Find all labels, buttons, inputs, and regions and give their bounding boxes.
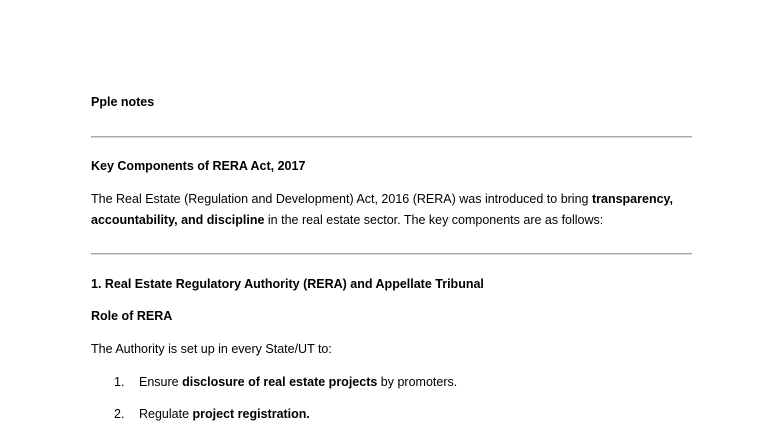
section-title: Key Components of RERA Act, 2017 bbox=[91, 159, 306, 173]
role-heading: Role of RERA bbox=[91, 309, 173, 323]
intro-paragraph-line-2: accountability, and discipline in the real estate sector. The key components are as follows: bbox=[91, 213, 604, 227]
list-item: Regulate project registration. bbox=[139, 407, 310, 421]
list-item-number: 1. bbox=[114, 375, 125, 389]
horizontal-rule bbox=[91, 136, 692, 138]
role-intro: The Authority is set up in every State/UT to: bbox=[91, 342, 332, 356]
list-item: Ensure disclosure of real estate projects by promoters. bbox=[139, 375, 458, 389]
list-item-number: 2. bbox=[114, 407, 125, 421]
horizontal-rule bbox=[91, 253, 692, 255]
intro-paragraph-line-1: The Real Estate (Regulation and Development) Act, 2016 (RERA) was introduced to bring transparency, bbox=[91, 192, 674, 206]
document-header: Pple notes bbox=[91, 95, 155, 109]
sub-heading: 1. Real Estate Regulatory Authority (RERA) and Appellate Tribunal bbox=[91, 277, 484, 291]
